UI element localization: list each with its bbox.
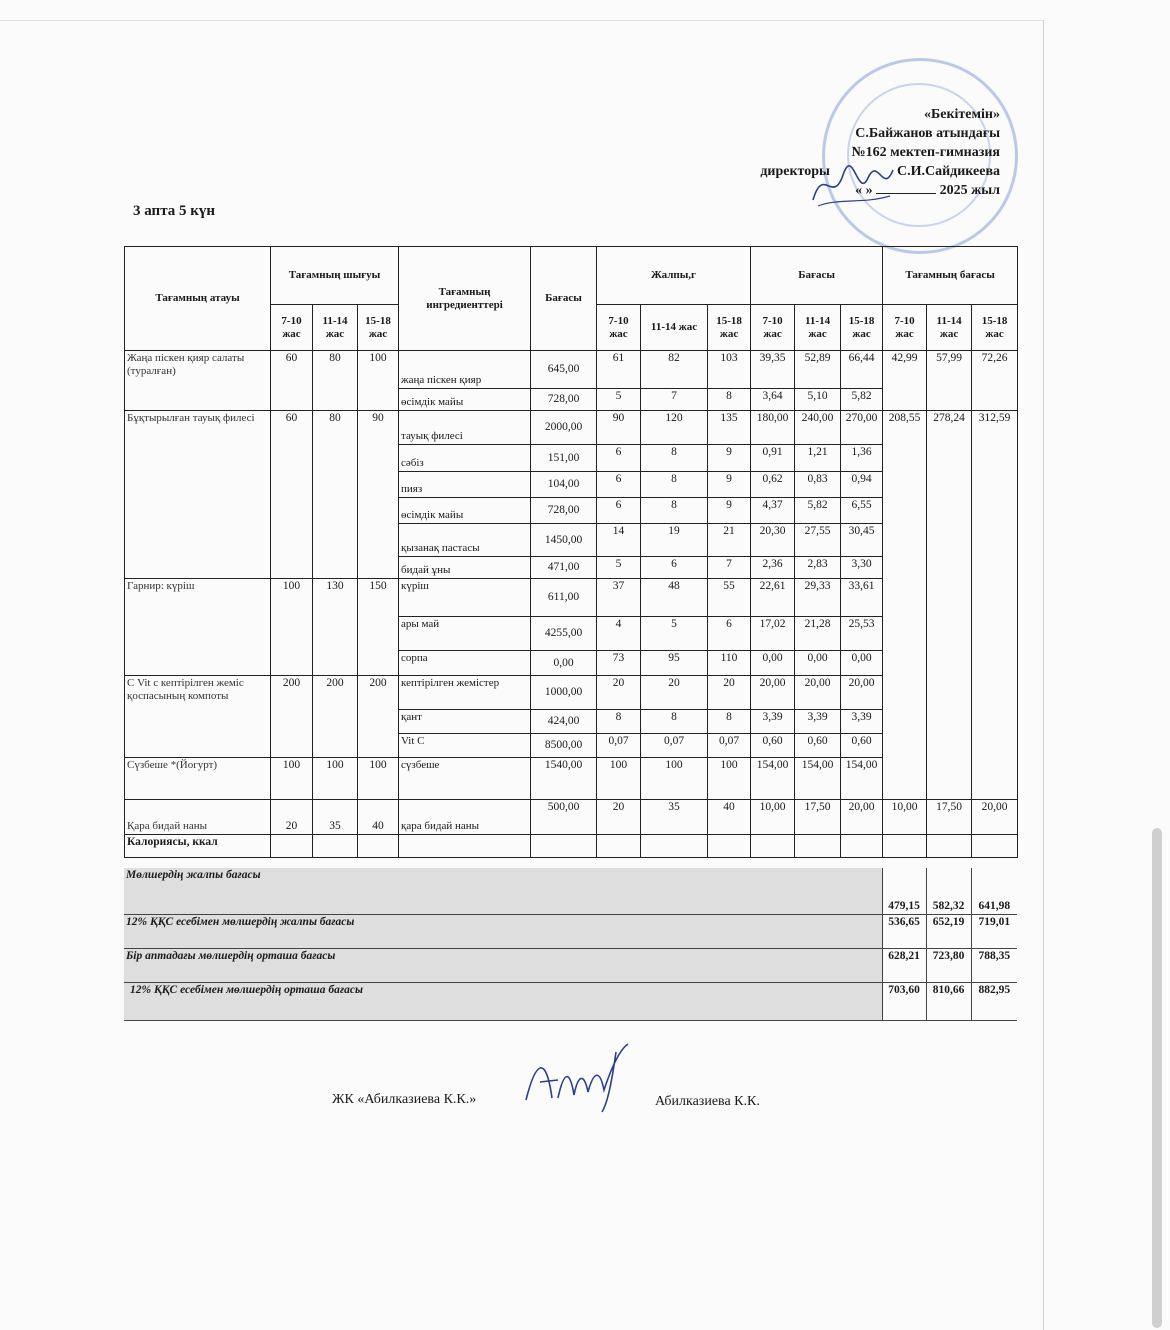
summary-value-age-1: 536,65 [882, 914, 926, 948]
cost-age-2: 3,39 [795, 710, 841, 734]
cost-age-2: 154,00 [795, 758, 841, 800]
gross-age-1: 100 [597, 758, 641, 800]
ingredient-price: 728,00 [531, 498, 597, 524]
ingredient-name: қызанақ пастасы [399, 524, 531, 557]
ingredient-price: 0,00 [531, 651, 597, 676]
output-age-3: 100 [358, 758, 399, 800]
header-dish-cost: Тағамның бағасы [883, 247, 1018, 305]
gross-age-2: 20 [641, 676, 708, 710]
gross-age-3: 9 [708, 445, 751, 472]
output-age-1: 100 [271, 758, 313, 800]
dish-name: Сүзбеше *(Йогурт) [125, 758, 271, 800]
output-age-1: 100 [271, 579, 313, 676]
ingredient-name: жаңа піскен қияр [399, 351, 531, 389]
ingredient-name: Vit C [399, 734, 531, 758]
dish-cost-age-2: 17,50 [927, 800, 972, 835]
summary-table [124, 868, 1017, 1021]
cost-age-3: 0,00 [841, 651, 883, 676]
output-age-3: 150 [358, 579, 399, 676]
output-age-3: 90 [358, 411, 399, 579]
cost-age-3: 30,45 [841, 524, 883, 557]
cost-age-1: 20,30 [751, 524, 795, 557]
ingredient-name: кептірілген жемістер [399, 676, 531, 710]
ingredient-name: қара бидай наны [399, 800, 531, 835]
dish-cost-age-2: 57,99 [927, 351, 972, 411]
gross-age-3: 0,07 [708, 734, 751, 758]
header-age-2: 11-14 жас [313, 305, 358, 351]
header-age-3: 15-18 жас [708, 305, 751, 351]
summary-value-age-2: 723,80 [926, 948, 971, 982]
gross-age-2: 8 [641, 445, 708, 472]
cost-age-3: 25,53 [841, 617, 883, 651]
cost-age-2: 0,60 [795, 734, 841, 758]
cost-age-3: 3,39 [841, 710, 883, 734]
gross-age-1: 20 [597, 676, 641, 710]
cost-age-2: 29,33 [795, 579, 841, 617]
summary-label: Мөлшердің жалпы бағасы [124, 868, 882, 914]
gross-age-2: 120 [641, 411, 708, 445]
header-age-2: 11-14 жас [795, 305, 841, 351]
cost-age-2: 17,50 [795, 800, 841, 835]
cost-age-2: 20,00 [795, 676, 841, 710]
cost-age-1: 3,39 [751, 710, 795, 734]
dish-name: С Vit с кептірілген жеміс қоспасының компоты [125, 676, 271, 758]
gross-age-3: 100 [708, 758, 751, 800]
ingredient-name: сүзбеше [399, 758, 531, 800]
dish-cost-age-2: 278,24 [927, 411, 972, 800]
gross-age-2: 19 [641, 524, 708, 557]
gross-age-3: 7 [708, 557, 751, 579]
cost-age-3: 154,00 [841, 758, 883, 800]
ingredient-price: 728,00 [531, 389, 597, 411]
gross-age-1: 0,07 [597, 734, 641, 758]
gross-age-1: 5 [597, 389, 641, 411]
ingredient-name: қант [399, 710, 531, 734]
cost-age-1: 10,00 [751, 800, 795, 835]
ingredient-name: өсімдік майы [399, 389, 531, 411]
dish-name: Бұқтырылған тауық филесі [125, 411, 271, 579]
summary-row [124, 948, 1017, 982]
gross-age-1: 6 [597, 498, 641, 524]
header-age-3: 15-18 жас [972, 305, 1018, 351]
cost-age-2: 52,89 [795, 351, 841, 389]
summary-value-age-2: 582,32 [926, 868, 971, 914]
summary-value-age-1: 479,15 [882, 868, 926, 914]
week-day-label: 3 апта 5 күн [133, 203, 216, 219]
calories-row [125, 835, 1018, 858]
cost-age-2: 1,21 [795, 445, 841, 472]
gross-age-2: 100 [641, 758, 708, 800]
menu-table [124, 246, 1018, 858]
header-age-1: 7-10 жас [271, 305, 313, 351]
gross-age-3: 9 [708, 498, 751, 524]
cost-age-3: 20,00 [841, 676, 883, 710]
cost-age-2: 5,10 [795, 389, 841, 411]
table-row [125, 800, 1018, 835]
cost-age-2: 21,28 [795, 617, 841, 651]
cost-age-2: 0,00 [795, 651, 841, 676]
cost-age-2: 27,55 [795, 524, 841, 557]
ingredient-name: бидай ұны [399, 557, 531, 579]
summary-value-age-1: 703,60 [882, 982, 926, 1020]
output-age-2: 100 [313, 758, 358, 800]
output-age-2: 35 [313, 800, 358, 835]
dish-cost-age-3: 72,26 [972, 351, 1018, 411]
ingredient-name: сорпа [399, 651, 531, 676]
gross-age-1: 37 [597, 579, 641, 617]
output-age-2: 80 [313, 411, 358, 579]
approval-date-day: « » [855, 183, 873, 198]
gross-age-2: 48 [641, 579, 708, 617]
summary-value-age-1: 628,21 [882, 948, 926, 982]
output-age-1: 20 [271, 800, 313, 835]
gross-age-1: 20 [597, 800, 641, 835]
cost-age-1: 20,00 [751, 676, 795, 710]
ingredient-name: күріш [399, 579, 531, 617]
cost-age-3: 0,60 [841, 734, 883, 758]
header-age-3: 15-18 жас [358, 305, 399, 351]
table-row [125, 411, 1018, 445]
cost-age-1: 0,60 [751, 734, 795, 758]
cost-age-2: 240,00 [795, 411, 841, 445]
gross-age-2: 8 [641, 710, 708, 734]
calories-label: Калориясы, ккал [125, 835, 271, 858]
gross-age-3: 135 [708, 411, 751, 445]
gross-age-3: 55 [708, 579, 751, 617]
dish-name: Қара бидай наны [125, 800, 271, 835]
gross-age-1: 6 [597, 445, 641, 472]
summary-row [124, 982, 1017, 1020]
page-top-edge [0, 20, 1043, 21]
output-age-1: 60 [271, 411, 313, 579]
summary-label: Бір аптадағы мөлшердің орташа бағасы [124, 948, 882, 982]
ingredient-price: 4255,00 [531, 617, 597, 651]
header-ingredients: Тағамның ингредиенттері [399, 247, 531, 351]
gross-age-3: 21 [708, 524, 751, 557]
gross-age-1: 14 [597, 524, 641, 557]
director-label: директоры [760, 164, 830, 179]
output-age-2: 130 [313, 579, 358, 676]
header-age-3: 15-18 жас [841, 305, 883, 351]
gross-age-3: 6 [708, 617, 751, 651]
cost-age-3: 270,00 [841, 411, 883, 445]
gross-age-1: 90 [597, 411, 641, 445]
approval-line-3: №162 мектеп-гимназия [851, 145, 1000, 160]
header-dish: Тағамның атауы [125, 247, 271, 351]
gross-age-3: 110 [708, 651, 751, 676]
cost-age-1: 0,62 [751, 472, 795, 498]
cost-age-3: 6,55 [841, 498, 883, 524]
summary-row [124, 868, 1017, 914]
ingredient-price: 500,00 [531, 800, 597, 835]
output-age-1: 200 [271, 676, 313, 758]
ingredient-name: тауық филесі [399, 411, 531, 445]
ingredient-price: 424,00 [531, 710, 597, 734]
gross-age-2: 6 [641, 557, 708, 579]
ingredient-name: пияз [399, 472, 531, 498]
ingredient-price: 104,00 [531, 472, 597, 498]
gross-age-2: 95 [641, 651, 708, 676]
gross-age-2: 5 [641, 617, 708, 651]
cost-age-3: 1,36 [841, 445, 883, 472]
dish-name: Жаңа піскен қияр салаты (туралған) [125, 351, 271, 411]
output-age-2: 200 [313, 676, 358, 758]
gross-age-3: 8 [708, 389, 751, 411]
gross-age-1: 6 [597, 472, 641, 498]
director-name: С.И.Сайдикеева [896, 164, 1000, 179]
dish-name: Гарнир: күріш [125, 579, 271, 676]
gross-age-1: 8 [597, 710, 641, 734]
header-age-2: 11-14 жас [927, 305, 972, 351]
summary-value-age-3: 882,95 [971, 982, 1017, 1020]
header-age-1: 7-10 жас [597, 305, 641, 351]
output-age-1: 60 [271, 351, 313, 411]
ingredient-price: 645,00 [531, 351, 597, 389]
ingredient-price: 471,00 [531, 557, 597, 579]
header-total: Жалпы,г [597, 247, 751, 305]
cost-age-2: 5,82 [795, 498, 841, 524]
ingredient-price: 611,00 [531, 579, 597, 617]
output-age-3: 40 [358, 800, 399, 835]
cost-age-1: 4,37 [751, 498, 795, 524]
cost-age-1: 180,00 [751, 411, 795, 445]
summary-value-age-2: 652,19 [926, 914, 971, 948]
output-age-2: 80 [313, 351, 358, 411]
header-cost: Бағасы [751, 247, 883, 305]
summary-value-age-3: 719,01 [971, 914, 1017, 948]
gross-age-1: 4 [597, 617, 641, 651]
cost-age-1: 22,61 [751, 579, 795, 617]
cost-age-1: 0,91 [751, 445, 795, 472]
supplier-label: ЖК «Абилказиева К.К.» [332, 1092, 477, 1107]
cost-age-3: 3,30 [841, 557, 883, 579]
gross-age-3: 103 [708, 351, 751, 389]
summary-value-age-2: 810,66 [926, 982, 971, 1020]
supplier-signature [518, 1040, 638, 1115]
header-age-1: 7-10 жас [751, 305, 795, 351]
output-age-3: 200 [358, 676, 399, 758]
gross-age-2: 82 [641, 351, 708, 389]
table-row [125, 351, 1018, 389]
ingredient-name: ары май [399, 617, 531, 651]
header-price: Бағасы [531, 247, 597, 351]
ingredient-price: 8500,00 [531, 734, 597, 758]
gross-age-1: 61 [597, 351, 641, 389]
scrollbar[interactable] [1152, 828, 1162, 1328]
gross-age-3: 9 [708, 472, 751, 498]
cost-age-2: 0,83 [795, 472, 841, 498]
dish-cost-age-1: 10,00 [883, 800, 927, 835]
cost-age-3: 33,61 [841, 579, 883, 617]
cost-age-1: 2,36 [751, 557, 795, 579]
cost-age-1: 154,00 [751, 758, 795, 800]
cost-age-1: 17,02 [751, 617, 795, 651]
gross-age-1: 73 [597, 651, 641, 676]
dish-cost-age-1: 208,55 [883, 411, 927, 800]
dish-cost-age-3: 312,59 [972, 411, 1018, 800]
gross-age-2: 8 [641, 472, 708, 498]
cost-age-1: 3,64 [751, 389, 795, 411]
gross-age-1: 5 [597, 557, 641, 579]
gross-age-2: 7 [641, 389, 708, 411]
gross-age-3: 20 [708, 676, 751, 710]
gross-age-2: 8 [641, 498, 708, 524]
gross-age-3: 40 [708, 800, 751, 835]
page-right-edge [1043, 20, 1044, 1330]
supplier-name: Абилказиева К.К. [655, 1094, 760, 1109]
ingredient-price: 1540,00 [531, 758, 597, 800]
approval-line-2: С.Байжанов атындағы [855, 126, 1000, 141]
ingredient-name: сәбіз [399, 445, 531, 472]
summary-row [124, 914, 1017, 948]
gross-age-2: 0,07 [641, 734, 708, 758]
summary-label: 12% ҚҚС есебімен мөлшердің жалпы бағасы [124, 914, 882, 948]
ingredient-price: 1000,00 [531, 676, 597, 710]
cost-age-1: 39,35 [751, 351, 795, 389]
cost-age-3: 20,00 [841, 800, 883, 835]
cost-age-1: 0,00 [751, 651, 795, 676]
header-age-1: 7-10 жас [883, 305, 927, 351]
summary-label: 12% ҚҚС есебімен мөлшердің орташа бағасы [124, 982, 882, 1020]
header-output: Тағамның шығуы [271, 247, 399, 305]
summary-value-age-3: 641,98 [971, 868, 1017, 914]
director-signature [808, 160, 898, 210]
ingredient-price: 1450,00 [531, 524, 597, 557]
cost-age-3: 5,82 [841, 389, 883, 411]
cost-age-3: 66,44 [841, 351, 883, 389]
ingredient-name: өсімдік майы [399, 498, 531, 524]
dish-cost-age-3: 20,00 [972, 800, 1018, 835]
header-age-2: 11-14 жас [641, 305, 708, 351]
gross-age-2: 35 [641, 800, 708, 835]
gross-age-3: 8 [708, 710, 751, 734]
dish-cost-age-1: 42,99 [883, 351, 927, 411]
ingredient-price: 2000,00 [531, 411, 597, 445]
approval-line-1: «Бекітемін» [923, 107, 1000, 122]
approval-date-year: 2025 жыл [939, 183, 1000, 198]
summary-value-age-3: 788,35 [971, 948, 1017, 982]
output-age-3: 100 [358, 351, 399, 411]
cost-age-3: 0,94 [841, 472, 883, 498]
ingredient-price: 151,00 [531, 445, 597, 472]
cost-age-2: 2,83 [795, 557, 841, 579]
